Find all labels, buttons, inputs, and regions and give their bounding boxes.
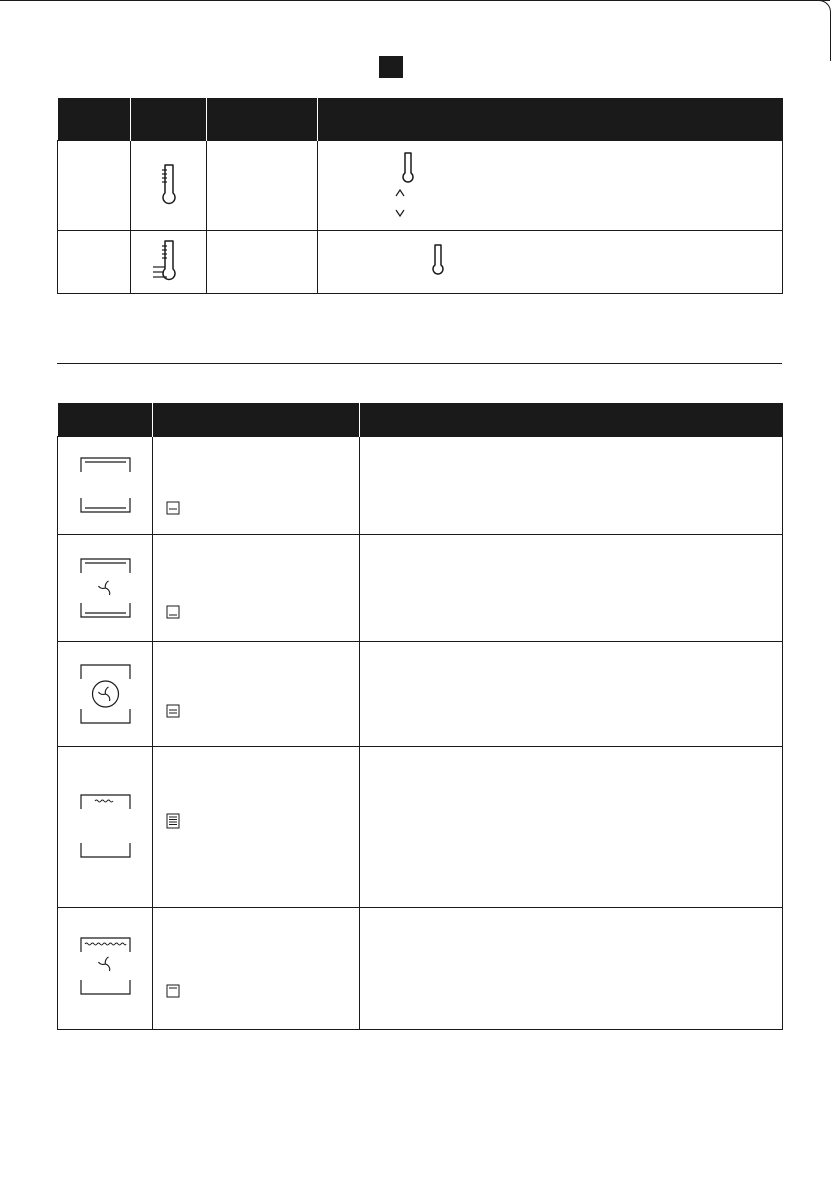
shelf-level-middle-icon [166,501,180,515]
conventional-cooking-icon [58,450,153,520]
heating-functions-header [58,403,783,436]
grill-icon [58,747,153,862]
function-symbol [58,907,153,1029]
top-border-line [0,0,830,1]
function-symbol [58,746,153,907]
top-border-corner [818,0,831,61]
function-symbol [58,436,153,534]
function-name [153,746,360,907]
row-function [207,230,318,293]
header-function [207,98,318,140]
row-number [58,230,131,293]
table-row [58,534,783,641]
shelf-level-middle-icon [166,704,180,718]
arrow-up-icon [393,187,407,199]
table-row [58,140,783,230]
table-row [58,746,783,907]
function-description [360,907,783,1029]
temperature-table-header [58,98,783,140]
arrow-down-icon [393,207,407,219]
table-row [58,641,783,746]
section-divider [57,363,782,364]
row-description [318,230,783,293]
header-function [153,403,360,436]
function-description [360,746,783,907]
function-symbol [58,641,153,746]
fan-cooking-icon [58,549,153,627]
heating-functions-table [57,403,783,1030]
row-number [58,140,131,230]
shelf-level-low-icon [166,605,180,619]
function-name [153,641,360,746]
table-row [58,436,783,534]
function-description [360,641,783,746]
turbo-grilling-icon [58,932,153,1004]
row-symbol [131,140,207,230]
shelf-level-top-icon [166,813,180,829]
thermometer-icon [131,161,207,209]
function-name [153,907,360,1029]
header-symbol [131,98,207,140]
function-symbol [58,534,153,641]
shelf-level-upper-icon [166,984,180,998]
function-description [360,534,783,641]
heat-up-indicator-icon [131,237,207,287]
row-function [207,140,318,230]
header-application [360,403,783,436]
table-row [58,230,783,293]
header-symbol [58,403,153,436]
temperature-table [57,98,783,294]
section-marker [379,56,403,78]
header-description [318,98,783,140]
table-row [58,907,783,1029]
function-description [360,436,783,534]
hot-air-ring-fan-icon [58,655,153,733]
thermometer-icon [398,151,418,187]
thermometer-icon [428,243,448,279]
function-name [153,436,360,534]
function-name [153,534,360,641]
row-description [318,140,783,230]
row-symbol [131,230,207,293]
header-number [58,98,131,140]
